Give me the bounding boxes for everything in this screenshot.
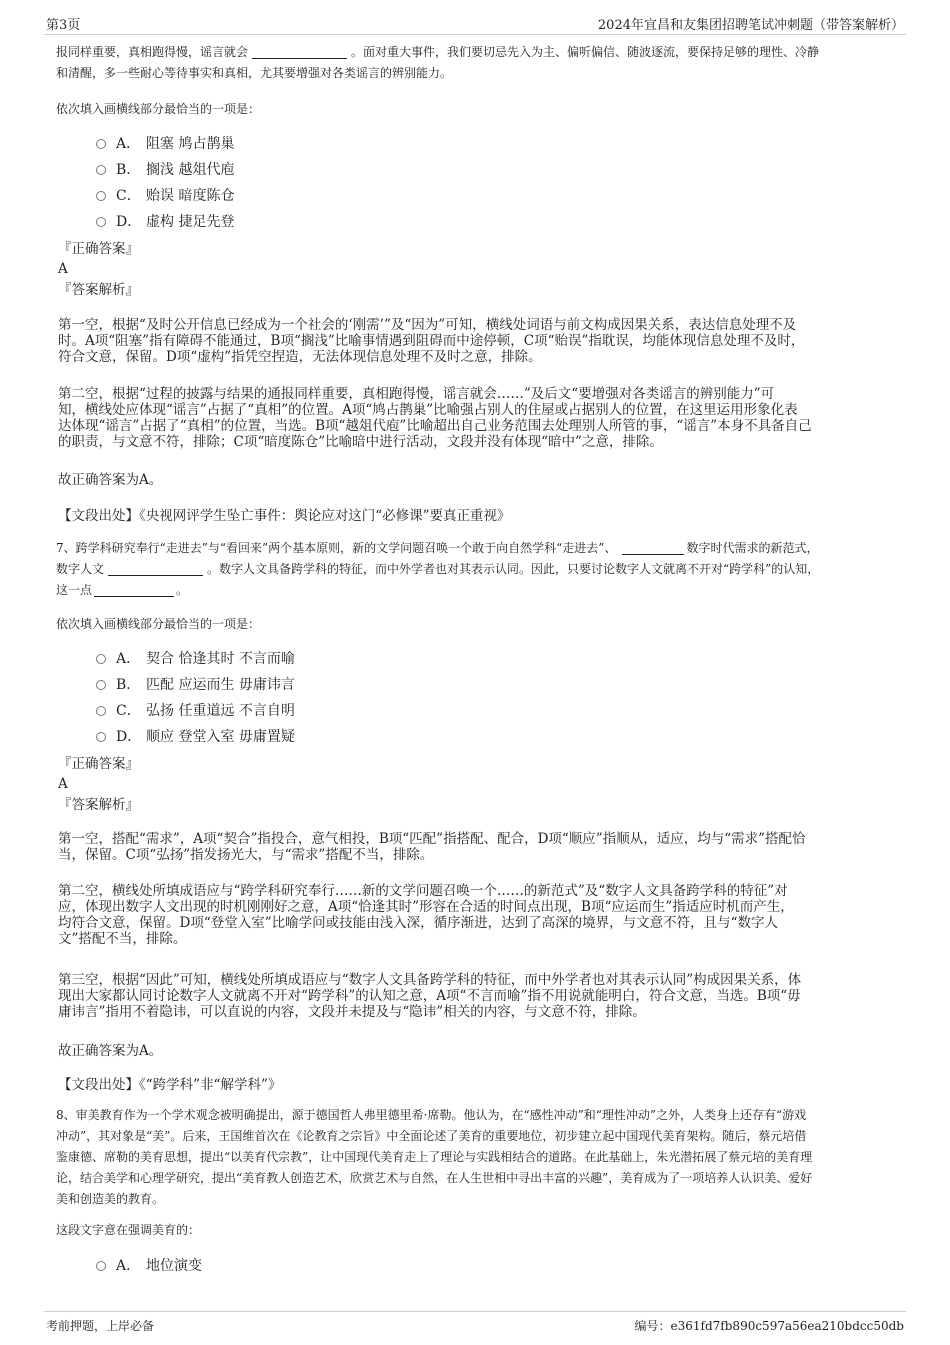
page-footer — [44, 1311, 906, 1338]
q8-prompt: 这段文字意在强调美育的： — [56, 1223, 201, 1237]
q7-option-c[interactable]: C． 弘扬 任重道远 不言自明 — [96, 701, 295, 721]
q7-stem-line1: 7、跨学科研究奉行“走进去”与“看回来”两个基本原则，新的文学问题召唤一个敢于向自然学科“走进去”、 数字时代需求的新范式， — [56, 541, 819, 555]
q6-answer: A — [58, 261, 68, 277]
page-number: 第3页 — [46, 18, 81, 33]
q7-source: 【文段出处】《“跨学科”非“解学科”》 — [58, 1077, 282, 1093]
q6-stem-line1: 报同样重要，真相跑得慢，谣言就会 。面对重大事件，我们要切忌先入为主、偏听偏信、随波逐流，要保持足够的理性、冷静 — [56, 45, 820, 59]
q7-analysis-label: 『答案解析』 — [58, 797, 139, 813]
q6-option-c[interactable]: C． 贻误 暗度陈仓 — [96, 186, 234, 206]
page-header — [44, 10, 906, 35]
q6-stem-line2: 和清醒，多一些耐心等待事实和真相，尤其要增强对各类谣言的辨别能力。 — [56, 66, 453, 80]
radio-icon[interactable] — [96, 732, 106, 742]
fill-blank — [622, 540, 684, 555]
q7-option-a[interactable]: A． 契合 恰逢其时 不言而喻 — [96, 649, 295, 669]
q8-option-a[interactable]: A． 地位演变 — [96, 1256, 202, 1276]
q7-stem-line3: 这一点 。 — [56, 583, 189, 597]
q6-analysis-p1: 第一空，根据“及时公开信息已经成为一个社会的‘刚需’”及“因为”可知，横线处词语与前文构成因果关系，表达信息处理不及 时。A项“阻塞”指有障碍不能通过，B项“搁浅”比喻事情遇到阻碍而中途停顿，C项“贻误”指耽误，均能体现信息处理不及时， 符合文意，保留。D项“虚构”指凭空捏造，无法体现信息处理不及时之意，排除。 — [58, 317, 805, 365]
q8-stem: 8、审美教育作为一个学术观念被明确提出，源于德国哲人弗里德里希·席勒。他认为，在“感性冲动”和“理性冲动”之外，人类身上还存有“游戏 冲动”，其对象是“美”。后来，王国维首次在《论教育之宗旨》中全面论述了美育的重要地位，初步建立起中国现代美育架构。随后，蔡元培借 鉴康德、席勒的美育思想，提出“以美育代宗教”，让中国现代美育走上了理论与实践相结合的道路。在此基础上，朱光潜拓展了蔡元培的美育理 论，结合美学和心理学研究，提出“美育教人创造艺术，欣赏艺术与自然，在人生世相中寻出丰富的兴趣”，美育成为了一项培养人认识美、爱好 美和创造美的教育。 — [56, 1108, 813, 1206]
document-title: 2024年宜昌和友集团招聘笔试冲刺题（带答案解析） — [597, 18, 904, 33]
radio-icon[interactable] — [96, 165, 106, 175]
q6-answer-label: 『正确答案』 — [58, 241, 139, 257]
q7-analysis-p2: 第二空，横线处所填成语应与“跨学科研究奉行……新的文学问题召唤一个……的新范式”及“数字人文具备跨学科的特征”对 应，体现出数字人文出现的时机刚刚好之意，A项“恰逢其时”形容在合适的时间点出现，B项“应运而生”指适应时机而产生， 均符合文意，保留。D项“登堂入室”比喻学问或技能由浅入深，循序渐进，达到了高深的境界，与文意不符，且与“数字人 文”搭配不当，排除。 — [58, 883, 794, 947]
q7-analysis-p1: 第一空，搭配“需求”，A项“契合”指投合，意气相投，B项“匹配”指搭配、配合，D项“顺应”指顺从，适应，均与“需求”搭配恰 当，保留。C项“弘扬”指发扬光大，与“需求”搭配不当，排除。 — [58, 831, 806, 863]
q6-option-a[interactable]: A． 阻塞 鸠占鹊巢 — [96, 134, 234, 154]
q6-stem — [56, 42, 896, 84]
q7-option-d[interactable]: D． 顺应 登堂入室 毋庸置疑 — [96, 727, 295, 747]
q7-answer: A — [58, 776, 68, 792]
radio-icon[interactable] — [96, 706, 106, 716]
q6-analysis-p2: 第二空，根据“过程的披露与结果的通报同样重要，真相跑得慢，谣言就会……”及后文“要增强对各类谣言的辨别能力”可 知，横线处应体现“谣言”占据了“真相”的位置。A项“鸠占鹊巢”比喻强占别人的住屋或占据别人的位置，在这里运用形象化表 达体现“谣言”占据了“真相”的位置，当选。B项“越俎代庖”比喻超出自己业务范围去处理别人所管的事，“谣言”本身不具备自己 的职责，与文意不符，排除；C项“暗度陈仓”比喻暗中进行活动，文段并没有体现“暗中”之意，排除。 — [58, 386, 812, 450]
q6-prompt: 依次填入画横线部分最恰当的一项是： — [56, 102, 261, 116]
q6-analysis-label: 『答案解析』 — [58, 282, 139, 298]
document-id: 编号：e361fd7fb890c597a56ea210bdcc50db — [634, 1319, 904, 1333]
radio-icon[interactable] — [96, 139, 106, 149]
radio-icon[interactable] — [96, 1261, 106, 1271]
q7-stem — [56, 538, 896, 601]
radio-icon[interactable] — [96, 217, 106, 227]
q7-conclusion: 故正确答案为A。 — [58, 1043, 163, 1059]
q7-option-b[interactable]: B． 匹配 应运而生 毋庸讳言 — [96, 675, 295, 695]
footer-slogan: 考前押题，上岸必备 — [46, 1319, 155, 1333]
q7-analysis-p3: 第三空，根据“因此”可知，横线处所填成语应与“数字人文具备跨学科的特征，而中外学者也对其表示认同”构成因果关系，体 现出大家都认同讨论数字人文就离不开对“跨学科”的认知之意，A项“不言而喻”指不用说就能明白，符合文意，当选。B项“毋 庸讳言”指用不着隐讳，可以直说的内容，文段并未提及与“隐讳”相关的内容，与文意不符，排除。 — [58, 972, 802, 1020]
radio-icon[interactable] — [96, 191, 106, 201]
q6-option-b[interactable]: B． 搁浅 越俎代庖 — [96, 160, 234, 180]
q7-stem-line2: 数字人文 。数字人文具备跨学科的特征，而中外学者也对其表示认同。因此，只要讨论数字人文就离不开对“跨学科”的认知， — [56, 562, 820, 576]
radio-icon[interactable] — [96, 680, 106, 690]
q6-conclusion: 故正确答案为A。 — [58, 472, 163, 488]
q7-prompt: 依次填入画横线部分最恰当的一项是： — [56, 617, 261, 631]
fill-blank — [108, 561, 203, 576]
q6-source: 【文段出处】《央视网评学生坠亡事件：舆论应对这门“必修课”要真正重视》 — [58, 508, 511, 524]
radio-icon[interactable] — [96, 654, 106, 664]
q7-answer-label: 『正确答案』 — [58, 756, 139, 772]
fill-blank — [252, 44, 347, 59]
fill-blank — [94, 582, 174, 597]
q6-option-d[interactable]: D． 虚构 捷足先登 — [96, 212, 234, 232]
